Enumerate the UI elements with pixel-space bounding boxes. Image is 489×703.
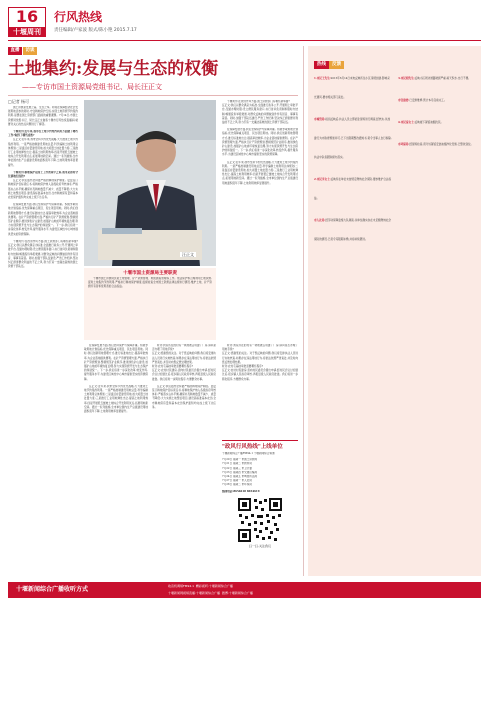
hotline-schedule-list <box>222 458 298 487</box>
feedback-text: 经现场检查,责令该餐馆安装油烟净化设施,已整改到位。 <box>409 143 474 146</box>
feedback-title: 市环保局: <box>398 143 410 146</box>
sidebar-column-b <box>398 64 475 572</box>
feedback-text: 经劳动保障监察大队调查,该单位确实存在未足额缴纳社会保险的情况,已责令其限期补缴,并将持续跟进。 <box>314 219 392 241</box>
column-1-continued-2: 十堰周刊:在改进作风方面,国土资源部门有哪些新举措? 汪正文:我们以群众满意为标准,全面推行政务公开,开通网上审批平台,压缩办理时限;设立便民服务窗口,实行首问负责制和限时办结制;畅通投诉举报渠道,对群众反映的问题做到件件有回音、事事有着落。同时,加强干部队伍建设,严肃工作纪律,坚决纠正损害群众利益的不正之风,努力打造一支廉洁高效的国土资源干部队伍。 <box>8 239 78 269</box>
hotline-phone: 热线电话:8654618 8654619 <box>222 489 260 493</box>
feedback-title: 1.市民王先生: <box>314 77 331 80</box>
feedback-title: 市城管局: <box>314 118 326 121</box>
column-4-text-b: 在保障发展方面,我们坚持保护与保障并重。积极争取用地计划指标,优先保障重点项目、民生项目用地。同时,我们创新用地管理方式,推行标准地出让,提高审批效率,为企业落地提供便利。在矿产资源管理方面,严格执行矿产资源规划,整顿规范矿业秩序,推进绿色矿山建设,加强矿山地质环境恢复治理,努力实现资源开发与生态保护的和谐统一。下一步,我们将进一步深化改革,转变作风,提升服务水平,为建设区域性中心城市提供坚实的资源保障。 <box>222 128 298 157</box>
sidebar-header-tag-2: 反馈 <box>329 61 344 69</box>
article-title: 土地集约:发展与生态的权衡 <box>8 59 219 79</box>
column-4-text: 十堰周刊:在改进作风方面,国土资源部门有哪些新举措? 汪正文:我们以群众满意为标准,全面推行政务公开,开通网上审批平台,压缩办理时限;设立便民服务窗口,实行首问负责制和限时办结制;畅通投诉举报渠道,对群众反映的问题做到件件有回音、事事有着落。同时,加强干部队伍建设,严肃工作纪律,坚决纠正损害群众利益的不正之风,努力打造一支廉洁高效的国土资源干部队伍。 <box>222 100 298 125</box>
answer-1: 汪正文:近年来,我市坚持节约优先战略,大力推进土地节约集约利用。一是严格控制建设用地总量,科学编制土地利用总体规划;二是盘活存量建设用地,加大闲置土地处置力度;三是推行工业用地弹性出让,提高土地利用效率;四是开展低丘缓坡土地综合开发利用试点,拓展用地新空间。通过一系列措施,全市单位国内生产总值建设用地面积逐年下降,土地利用效率显著提升。 <box>8 138 78 167</box>
page-number: 16 <box>15 7 39 26</box>
column-2-text-b: 汪正文:近年来,我市坚持节约优先战略,大力推进土地节约集约利用。一是严格控制建设用地总量,科学编制土地利用总体规划;二是盘活存量建设用地,加大闲置土地处置力度;三是推行工业用地弹性出让,提高土地利用效率;四是开展低丘缓坡土地综合开发利用试点,拓展用地新空间。通过一系列措施,全市单位国内生产总值建设用地面积逐年下降,土地利用效率显著提升。 <box>84 384 148 414</box>
caption-title: 十堰市国土资源局主要职责 <box>123 271 177 276</box>
caption-text: 十堰市国土资源局负责土地管理、矿产资源管理、地质勘查管理等工作。依法保护和合理利用土地资源,促进土地集约节约利用,严格执行耕地保护制度,监督检查全市国土资源法律法规执行情况,维护土地、矿产资源所有者和使用者的合法权益。 <box>88 277 212 289</box>
sidebar-header-tag: 热线 <box>314 61 329 69</box>
hotline-units-box <box>222 440 298 574</box>
feedback-text: 已安排维修,预计本月底前完工。 <box>409 99 447 102</box>
schedule-item: 7月21日 星期二 市教育局 <box>222 462 252 466</box>
sidebar-feedback <box>308 46 481 576</box>
caption-box <box>84 268 216 340</box>
schedule-item: 7月20日 星期一 市国土资源局 <box>222 458 258 462</box>
article-subtitle: ——专访市国土资源局党组书记、局长汪正文 <box>22 83 162 91</box>
page-number-box <box>8 7 46 37</box>
article-column-2 <box>84 344 148 576</box>
title-rule <box>8 95 298 96</box>
schedule-item: 7月22日 星期三 市卫计委 <box>222 466 252 470</box>
column-4-text-c: 汪正文:近年来,我市坚持节约优先战略,大力推进土地节约集约利用。一是严格控制建设用地总量,科学编制土地利用总体规划;二是盘活存量建设用地,加大闲置土地处置力度;三是推行工业用地弹性出让,提高土地利用效率;四是开展低丘缓坡土地综合开发利用试点,拓展用地新空间。通过一系列措施,全市单位国内生产总值建设用地面积逐年下降,土地利用效率显著提升。 <box>222 160 298 185</box>
answer-2: 汪正文:我们始终坚持最严格的耕地保护制度。层层签订耕地保护目标责任书,将耕地保护纳入各级政府考核体系;严格落实占补平衡,确保补充耕地数量不减少、质量不降低;大力实施土地整治项目,建设高标准基本农田,全市耕地保有量和基本农田保护面积均完成上级下达任务。 <box>8 179 78 200</box>
article-column-1 <box>8 106 78 576</box>
feedback-title: 4.市民秦女士: <box>398 121 415 124</box>
editors-line: 责任编辑/卢家波 版式/陈小艳 2015.7.17 <box>54 28 137 33</box>
question-1: 十堰周刊:近年来,我市在土地节约集约利用方面做了哪些工作?取得了哪些成效? <box>8 130 78 138</box>
feedback-item <box>398 64 475 83</box>
feedback-item <box>314 165 392 203</box>
column-name: 行风热线 <box>54 10 103 24</box>
column-2-text: 在保障发展方面,我们坚持保护与保障并重。积极争取用地计划指标,优先保障重点项目、民生项目用地。同时,我们创新用地管理方式,推行标准地出让,提高审批效率,为企业落地提供便利。在矿产资源管理方面,严格执行矿产资源规划,整顿规范矿业秩序,推进绿色矿山建设,加强矿山地质环境恢复治理,努力实现资源开发与生态保护的和谐统一。下一步,我们将进一步深化改革,转变作风,提升服务水平,为建设区域性中心城市提供坚实的资源保障。 <box>84 344 148 381</box>
schedule-item: 7月24日 星期五 市城管执法局 <box>222 475 258 479</box>
sidebar-header <box>314 50 344 67</box>
article-column-5 <box>222 344 298 436</box>
page-header <box>0 0 489 42</box>
feedback-text: 反映所在单位未按规定缴纳社会保险,要求维护合法权益。 <box>314 178 392 200</box>
person-photo <box>84 100 216 266</box>
feedback-item <box>398 86 475 105</box>
footer-right: 收音机调频FM94.1 精彩视听:十堰新闻综合广播 十堰新闻网视频直播:十堰新闻综合广播 微博:十堰新闻综合广播 <box>168 584 253 595</box>
feedback-item <box>314 64 392 102</box>
qr-code[interactable] <box>237 497 283 543</box>
photo-nameplate: 汪正文 <box>182 252 194 257</box>
photo-frame <box>84 100 216 266</box>
tag-interview: 访谈 <box>23 47 37 55</box>
schedule-item: 7月28日 星期二 市环保局 <box>222 483 252 487</box>
page-bottom-margin <box>0 600 489 703</box>
tag-live: 直播 <box>8 47 22 55</box>
footer-banner <box>8 582 481 598</box>
schedule-item: 7月23日 星期四 市交通运输局 <box>222 470 258 474</box>
feedback-text: 反映楼下餐馆油烟扰民。 <box>414 121 444 124</box>
paper-name: 十堰周刊 <box>9 27 45 37</box>
qr-caption: 扫一扫,关注我们 <box>249 543 271 548</box>
feedback-title: 3.市民胡先生: <box>398 77 415 80</box>
feedback-item <box>398 130 475 149</box>
article-intro: 国土资源是发展之基、生态之本。如何在保障经济社会发展用地需求的同时,守住耕地保护红线,实现土地资源节约集约利用,是摆在国土资源部门面前的重要课题。7月14日,市国土资源局党组书记、局长汪正文做客十堰市行风热线直播间,就群众关心的热点问题进行了解答。 <box>8 106 78 126</box>
feedback-text: 2015年6月14日来电反映所住小区违规加建,影响采光通风,要求相关部门查处。 <box>314 77 390 99</box>
footer-left: 十堰新闻综合广播收听方式 <box>16 586 89 593</box>
feedback-title: 2.市民李女士: <box>314 178 331 181</box>
feedback-title: 市住建委: <box>398 99 410 102</box>
question-2: 十堰周刊:耕地保护是国土工作的重中之重,我市是如何守住耕地红线的? <box>8 170 78 179</box>
feedback-item <box>398 108 475 127</box>
feedback-item <box>314 206 392 244</box>
feedback-text: 反映小区周边道路破损严重,雨天积水,出行不便。 <box>414 77 471 80</box>
feedback-item <box>314 105 392 162</box>
feedback-title: 市人社局: <box>314 219 326 222</box>
column-3-text-b: 汪正文:我们始终坚持最严格的耕地保护制度。层层签订耕地保护目标责任书,将耕地保护纳入各级政府考核体系;严格落实占补平衡,确保补充耕地数量不减少、质量不降低;大力实施土地整治项目,建设高标准基本农田,全市耕地保有量和基本农田保护面积均完成上级下达任务。 <box>152 384 216 409</box>
article-column-4 <box>222 100 298 340</box>
column-3-text: 听众:我家所在的村有一块地被占用建了厂房,请问是否办理了用地手续? 汪正文:感谢您的关注。对于您反映的问题,我们将安排执法人员进行实地核查,如果存在违法用地行为,将依法依规严肃查处,并及时向您反馈处理结果。 听众:农村宅基地审批需要哪些程序? 汪正文:农村村民建房,需向村民委员会提出申请,经村民会议讨论通过后,报乡镇人民政府审核,再报县级人民政府批准。我们将进一步简化程序,方便群众办事。 <box>152 344 216 381</box>
column-divider <box>303 46 304 576</box>
feedback-text: 接到反映后,执法人员立即赶赴现场进行调查,经核实,该加建行为未取得规划许可,已下达限期整改通知书,责令当事人自行拆除,执法中队将跟踪督办落实。 <box>314 118 392 159</box>
hotline-box-title: "政风行风热线"上线单位 <box>222 444 283 450</box>
qr-code-icon <box>237 497 283 543</box>
article-column-3 <box>152 344 216 576</box>
schedule-item: 7月27日 星期一 市人社局 <box>222 479 252 483</box>
header-rule <box>8 40 481 41</box>
column-5-text: 听众:我家所在的村有一块地被占用建了厂房,请问是否办理了用地手续? 汪正文:感谢您的关注。对于您反映的问题,我们将安排执法人员进行实地核查,如果存在违法用地行为,将依法依规严肃查处,并及时向您反馈处理结果。 听众:农村宅基地审批需要哪些程序? 汪正文:农村村民建房,需向村民委员会提出申请,经村民会议讨论通过后,报乡镇人民政府审核,再报县级人民政府批准。我们将进一步简化程序,方便群众办事。 <box>222 344 298 381</box>
sidebar-column-a <box>314 64 392 572</box>
column-1-continued: 在保障发展方面,我们坚持保护与保障并重。积极争取用地计划指标,优先保障重点项目、民生项目用地。同时,我们创新用地管理方式,推行标准地出让,提高审批效率,为企业落地提供便利。在矿产资源管理方面,严格执行矿产资源规划,整顿规范矿业秩序,推进绿色矿山建设,加强矿山地质环境恢复治理,努力实现资源开发与生态保护的和谐统一。下一步,我们将进一步深化改革,转变作风,提升服务水平,为建设区域性中心城市提供坚实的资源保障。 <box>8 203 78 236</box>
hotline-schedule-intro: 十堰新闻综合广播FM94.1 十堰新闻综合频道 <box>222 452 275 455</box>
byline: □记者 杨可 <box>8 99 30 104</box>
